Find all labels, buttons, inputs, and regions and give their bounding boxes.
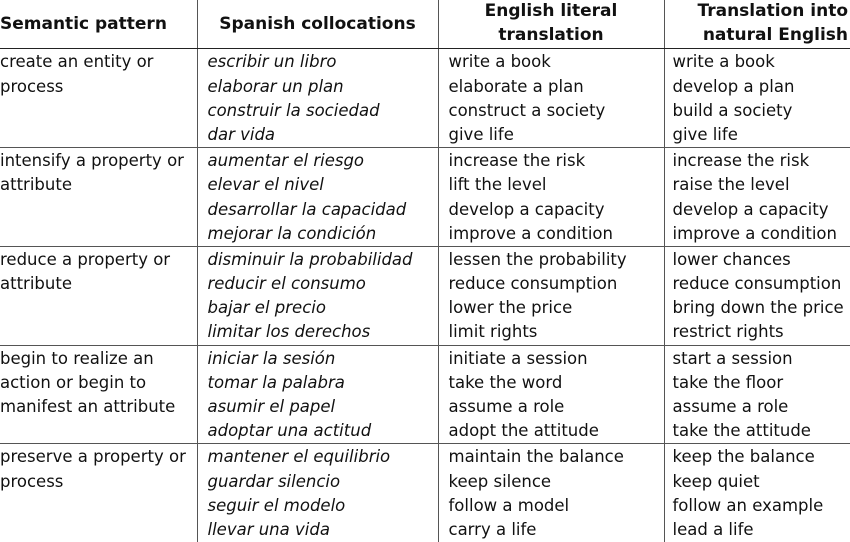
literal-translation-line: construct a society — [449, 99, 664, 123]
header-english-literal — [438, 0, 664, 49]
literal-translation-line: develop a capacity — [449, 198, 664, 222]
literal-translation-cell — [438, 49, 664, 148]
spanish-collocation-line: guardar silencio — [208, 470, 438, 494]
natural-translation-line: give life — [673, 123, 850, 147]
spanish-collocation-line: dar vida — [208, 123, 438, 147]
table-row — [0, 444, 850, 542]
spanish-collocation-line: iniciar la sesión — [208, 347, 438, 371]
natural-translation-line: develop a capacity — [673, 198, 850, 222]
natural-translation-line: start a session — [673, 347, 850, 371]
spanish-collocation-cell — [197, 246, 438, 345]
spanish-collocation-line: disminuir la probabilidad — [208, 248, 438, 272]
literal-translation-line: assume a role — [449, 395, 664, 419]
literal-translation-line: limit rights — [449, 320, 664, 344]
spanish-collocation-cell — [197, 444, 438, 542]
spanish-collocation-line: reducir el consumo — [208, 272, 438, 296]
semantic-pattern-cell — [0, 49, 197, 148]
literal-translation-cell — [438, 444, 664, 542]
natural-translation-line: follow an example — [673, 494, 850, 518]
semantic-pattern-cell — [0, 444, 197, 542]
semantic-pattern-line: action or begin to — [0, 371, 197, 395]
literal-translation-line: elaborate a plan — [449, 75, 664, 99]
natural-translation-line: bring down the price — [673, 296, 850, 320]
spanish-collocation-line: mantener el equilibrio — [208, 445, 438, 469]
literal-translation-line: write a book — [449, 50, 664, 74]
natural-translation-line: raise the level — [673, 173, 850, 197]
spanish-collocation-line: escribir un libro — [208, 50, 438, 74]
header-semantic-pattern — [0, 0, 197, 49]
spanish-collocation-line: aumentar el riesgo — [208, 149, 438, 173]
literal-translation-line: maintain the balance — [449, 445, 664, 469]
semantic-pattern-line: reduce a property or — [0, 248, 197, 272]
header-natural-line-1: Translation into — [665, 0, 849, 24]
table-row — [0, 148, 850, 247]
natural-translation-line: reduce consumption — [673, 272, 850, 296]
natural-translation-line: lead a life — [673, 518, 850, 542]
spanish-collocation-cell — [197, 148, 438, 247]
literal-translation-line: follow a model — [449, 494, 664, 518]
natural-translation-cell — [664, 49, 850, 148]
table-row — [0, 49, 850, 148]
spanish-collocation-line: adoptar una actitud — [208, 419, 438, 443]
header-literal-line-1: English literal — [439, 0, 664, 24]
table-row — [0, 246, 850, 345]
natural-translation-line: take the floor — [673, 371, 850, 395]
header-literal-line-2: translation — [439, 24, 664, 48]
header-semantic-label: Semantic pattern — [0, 14, 167, 34]
spanish-collocation-line: construir la sociedad — [208, 99, 438, 123]
header-natural-line-2: natural English — [665, 24, 849, 48]
natural-translation-line: develop a plan — [673, 75, 850, 99]
table-header — [0, 0, 850, 49]
natural-translation-cell — [664, 345, 850, 444]
natural-translation-cell — [664, 246, 850, 345]
spanish-collocation-line: llevar una vida — [208, 518, 438, 542]
spanish-collocation-line: elevar el nivel — [208, 173, 438, 197]
spanish-collocation-line: asumir el papel — [208, 395, 438, 419]
spanish-collocation-cell — [197, 345, 438, 444]
literal-translation-line: adopt the attitude — [449, 419, 664, 443]
natural-translation-line: write a book — [673, 50, 850, 74]
literal-translation-cell — [438, 246, 664, 345]
literal-translation-cell — [438, 345, 664, 444]
natural-translation-line: keep the balance — [673, 445, 850, 469]
spanish-collocation-line: seguir el modelo — [208, 494, 438, 518]
literal-translation-line: carry a life — [449, 518, 664, 542]
literal-translation-line: lift the level — [449, 173, 664, 197]
semantic-pattern-cell — [0, 246, 197, 345]
semantic-pattern-line: preserve a property or — [0, 445, 197, 469]
natural-translation-line: assume a role — [673, 395, 850, 419]
literal-translation-cell — [438, 148, 664, 247]
natural-translation-line: increase the risk — [673, 149, 850, 173]
literal-translation-line: keep silence — [449, 470, 664, 494]
literal-translation-line: increase the risk — [449, 149, 664, 173]
header-row — [0, 0, 850, 49]
spanish-collocation-line: bajar el precio — [208, 296, 438, 320]
spanish-collocation-line: tomar la palabra — [208, 371, 438, 395]
header-natural-english — [664, 0, 850, 49]
semantic-pattern-line: process — [0, 470, 197, 494]
literal-translation-line: give life — [449, 123, 664, 147]
literal-translation-line: take the word — [449, 371, 664, 395]
header-spanish-label: Spanish collocations — [219, 14, 415, 34]
natural-translation-line: keep quiet — [673, 470, 850, 494]
semantic-pattern-line: process — [0, 75, 197, 99]
spanish-collocation-line: mejorar la condición — [208, 222, 438, 246]
literal-translation-line: lessen the probability — [449, 248, 664, 272]
semantic-pattern-line: intensify a property or — [0, 149, 197, 173]
semantic-pattern-line: begin to realize an — [0, 347, 197, 371]
table-row — [0, 345, 850, 444]
semantic-pattern-line: create an entity or — [0, 50, 197, 74]
semantic-pattern-cell — [0, 148, 197, 247]
table-body — [0, 49, 850, 542]
natural-translation-line: take the attitude — [673, 419, 850, 443]
semantic-pattern-cell — [0, 345, 197, 444]
literal-translation-line: lower the price — [449, 296, 664, 320]
natural-translation-line: build a society — [673, 99, 850, 123]
natural-translation-line: improve a condition — [673, 222, 850, 246]
natural-translation-cell — [664, 148, 850, 247]
semantic-pattern-line: manifest an attribute — [0, 395, 197, 419]
header-spanish-collocations — [197, 0, 438, 49]
natural-translation-line: lower chances — [673, 248, 850, 272]
literal-translation-line: reduce consumption — [449, 272, 664, 296]
semantic-pattern-line: attribute — [0, 272, 197, 296]
natural-translation-line: restrict rights — [673, 320, 850, 344]
spanish-collocation-cell — [197, 49, 438, 148]
spanish-collocation-line: desarrollar la capacidad — [208, 198, 438, 222]
semantic-pattern-line: attribute — [0, 173, 197, 197]
literal-translation-line: initiate a session — [449, 347, 664, 371]
literal-translation-line: improve a condition — [449, 222, 664, 246]
spanish-collocation-line: elaborar un plan — [208, 75, 438, 99]
spanish-collocation-line: limitar los derechos — [208, 320, 438, 344]
natural-translation-cell — [664, 444, 850, 542]
